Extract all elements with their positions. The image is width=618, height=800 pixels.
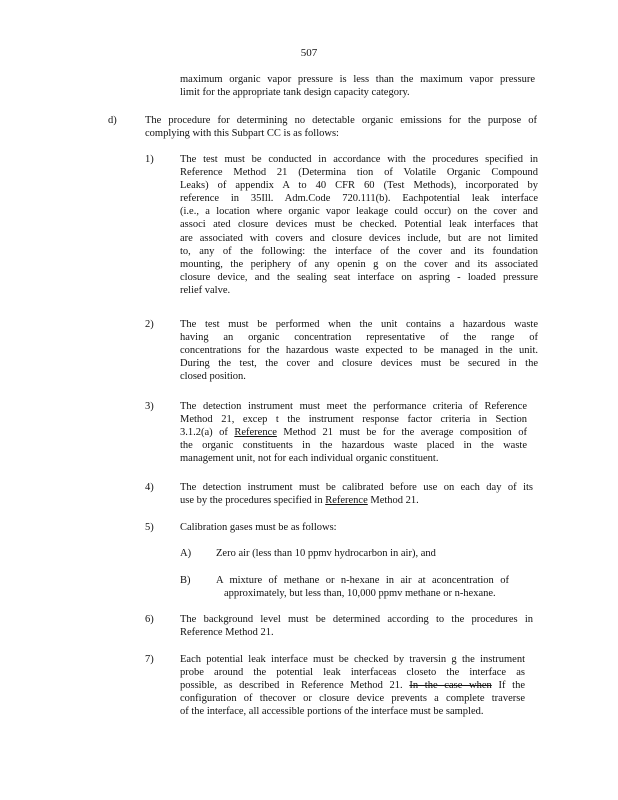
text-line: Leaks) of appendix A to 40 CFR 60 (Test Methods), incorporated by (180, 180, 538, 192)
text-line: having an organic concentration representative of the range of (180, 332, 538, 344)
subitem-marker: B) (180, 575, 191, 586)
underlined-text: Reference (325, 495, 368, 507)
item-marker: 2) (145, 319, 154, 330)
text-line: approximately, but less than, 10,000 ppmv methane or n-hexane. (224, 588, 496, 600)
text-line: complying with this Subpart CC is as follows: (145, 128, 339, 140)
underlined-text: Reference (234, 427, 277, 439)
item-7-paragraph (180, 653, 525, 718)
subitem-b-paragraph (216, 574, 509, 600)
text-line: possible, as described in Reference Method 21. In the case when If the (180, 680, 525, 692)
item-3-paragraph (180, 400, 527, 465)
text-line: use by the procedures specified in Reference Method 21. (180, 495, 419, 507)
section-reference: 3.1.2(a) (180, 427, 213, 439)
text-line: The test must be performed when the unit contains a hazardous waste (180, 319, 538, 330)
text-line: Reference Method 21. (180, 627, 274, 639)
text-line: The test must be conducted in accordance with the procedures specified in (180, 154, 538, 165)
text-line: maximum organic vapor pressure is less than the maximum vapor pressure (180, 74, 535, 85)
text-line: relief valve. (180, 284, 231, 296)
text-line: management unit, not for each individual organic constituent. (180, 453, 439, 465)
text-line: Calibration gases must be as follows: (180, 522, 337, 533)
text-line: A mixture of methane or n-hexane in air at aconcentration of (216, 575, 509, 586)
item-6-paragraph (180, 613, 533, 639)
text-line: associ ated closure devices must be checked. Potential leak interfaces that (180, 219, 538, 231)
text-line: closure device, and the sealing seat interface on aspring - loaded pressure (180, 271, 538, 283)
text-line: reference in 35Ill. Adm.Code 720.111(b). Eachpotential leak interface (180, 193, 538, 205)
struck-text: In the case when (409, 680, 492, 692)
text-line: During the test, the cover and closure devices must be secured in the (180, 358, 538, 370)
item-marker: 6) (145, 614, 154, 625)
item-4-paragraph (180, 481, 533, 507)
item-marker: 3) (145, 401, 154, 412)
subitem-a-paragraph (216, 547, 516, 560)
text-line: Each potential leak interface must be checked by traversin g the instrument (180, 654, 525, 665)
text-line: concentrations for the hazardous waste expected to be managed in the unit. (180, 345, 538, 357)
text-line: are associated with covers and closure devices include, but are not limited (180, 232, 538, 244)
text-line: configuration of thecover or closure device prevents a complete traverse (180, 693, 525, 705)
text-line: Zero air (less than 10 ppmv hydrocarbon in air), and (216, 548, 436, 559)
subitem-marker: A) (180, 548, 192, 559)
text-line: The background level must be determined according to the procedures in (180, 614, 533, 625)
item-marker: 1) (145, 154, 154, 165)
item-marker: 7) (145, 654, 154, 665)
text-line: closed position. (180, 371, 246, 383)
text-line: The detection instrument must be calibrated before use on each day of its (180, 482, 533, 493)
text-line: to, any of the following: the interface of the cover and its foundation (180, 245, 538, 257)
text-line: mounting, the periphery of any openin g on the cover and its associated (180, 258, 538, 270)
page-number: 507 (300, 47, 318, 59)
text-line: Reference Method 21 (Determina tion of Volatile Organic Compound (180, 167, 538, 179)
section-d-paragraph (145, 114, 537, 140)
item-2-paragraph (180, 318, 538, 383)
item-5-paragraph (180, 521, 480, 534)
text-line: The detection instrument must meet the performance criteria of Reference (180, 401, 527, 412)
text-line: The procedure for determining no detectable organic emissions for the purpose of (145, 115, 537, 126)
text-line: Method 21, excep t the instrument response factor criteria in Section (180, 414, 527, 426)
item-1-paragraph (180, 153, 538, 297)
text-line: the organic constituents in the hazardous waste placed in the waste (180, 440, 527, 452)
section-marker: d) (108, 115, 117, 126)
text-line: of the interface, all accessible portions of the interface must be sampled. (180, 706, 484, 718)
item-marker: 4) (145, 482, 154, 493)
intro-paragraph (180, 73, 535, 99)
item-marker: 5) (145, 522, 154, 533)
text-line: (i.e., a location where organic vapor leakage could occur) on the cover and (180, 206, 538, 218)
text-line: probe around the potential leak interfaceas closeto the interface as (180, 667, 525, 679)
text-line: limit for the appropriate tank design capacity category. (180, 87, 410, 99)
text-line: 3.1.2(a) of Reference Method 21 must be for the average composition of (180, 427, 527, 439)
